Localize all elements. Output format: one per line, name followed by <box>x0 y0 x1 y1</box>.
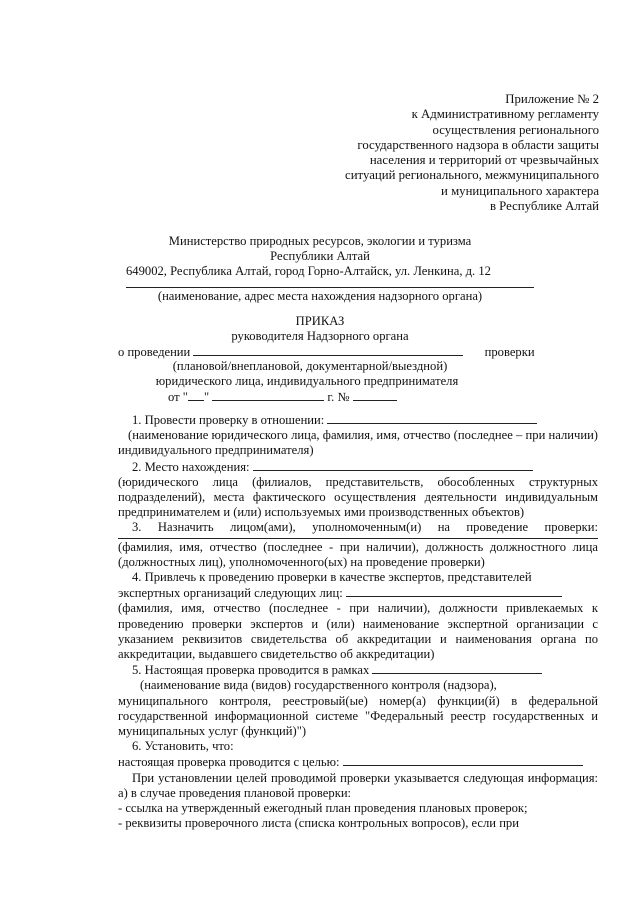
order-date-line <box>168 389 468 405</box>
order-number-blank <box>353 389 397 401</box>
item-6-a1: - ссылка на утвержденный ежегодный план проведения плановых проверок; <box>118 801 528 816</box>
item-4-caption: (фамилия, имя, отчество (последнее - при наличии), должности привлекаемых к проведению проверки экспертов и (или) наименование экспертной организации с указанием реквизитов свидетельства об аккредитации и наименования органа по аккредитации, выдавшего свидетельство об аккредитации) <box>118 601 598 662</box>
item-2-text: 2. Место нахождения: <box>132 459 250 474</box>
appendix-line: ситуаций регионального, межмуниципального <box>345 168 599 183</box>
appendix-line: государственного надзора в области защиты <box>357 137 599 152</box>
appendix-header <box>319 92 599 214</box>
check-type-caption: (плановой/внеплановой, документарной/выездной) <box>172 359 448 373</box>
appendix-line: и муниципального характера <box>441 183 599 198</box>
address-caption: (наименование, адрес места нахождения надзорного органа) <box>157 289 483 303</box>
order-title: ПРИКАЗ <box>295 314 345 328</box>
appendix-line: осуществления регионального <box>432 122 599 137</box>
order-about-prefix: о проведении <box>118 345 191 359</box>
date-year-number: г. № <box>327 390 350 404</box>
order-body <box>118 412 598 831</box>
ministry-address: 649002, Республика Алтай, город Горно-Алтайск, ул. Ленкина, д. 12 <box>126 264 491 278</box>
item-5 <box>118 662 598 678</box>
ministry-name: Министерство природных ресурсов, экологии и туризма <box>168 234 472 248</box>
item-6-goal-blank <box>343 754 583 766</box>
order-about-suffix: проверки <box>484 345 535 359</box>
item-3-text: 3. Назначить лицом(ами), уполномоченным(и) на проведение проверки: <box>132 520 598 535</box>
appendix-line: к Административному регламенту <box>411 107 599 122</box>
address-underline <box>126 287 534 288</box>
item-6-goal: настоящая проверка проводится с целью: <box>118 755 340 770</box>
appendix-line: населения и территорий от чрезвычайных <box>369 153 599 168</box>
authority-block <box>0 234 640 279</box>
item-5-caption-a: (наименование вида (видов) государственного контроля (надзора), <box>140 678 497 693</box>
item-2-caption: (юридического лица (филиалов, представительств, обособленных структурных подразделений), места фактического осуществления деятельности индивидуальным предпринимателем и (или) используемых ими производственных объектов) <box>118 474 598 520</box>
item-5-caption-b: муниципального контроля, реестровый(ые) номер(а) функции(й) в федеральной государственной информационной системе "Федеральный реестр государственных и муниципальных услуг (функций)") <box>118 693 598 739</box>
item-6-a2: - реквизиты проверочного листа (списка контрольных вопросов), если при <box>118 816 519 831</box>
item-5-text: 5. Настоящая проверка проводится в рамках <box>132 663 370 678</box>
item-4-text-b: экспертных организаций следующих лиц: <box>118 586 343 601</box>
appendix-line: Приложение № 2 <box>505 92 599 106</box>
item-2-blank <box>253 459 533 471</box>
item-6-text: 6. Установить, что: <box>132 739 234 754</box>
month-blank <box>212 389 324 401</box>
date-quote: " <box>203 390 210 404</box>
item-4-line <box>118 585 598 601</box>
order-subject: юридического лица, индивидуального предпринимателя <box>155 374 459 388</box>
item-1 <box>118 412 598 428</box>
appendix-line: в Республике Алтай <box>489 199 599 214</box>
item-2 <box>118 459 598 475</box>
order-about-line <box>118 344 598 360</box>
item-3-caption: (фамилия, имя, отчество (последнее - при наличии), должность должностного лица (должностных лиц), уполномоченного(ых) на проведение проверки) <box>118 539 598 569</box>
item-3-blank <box>118 538 598 539</box>
item-6-a: а) в случае проведения плановой проверки: <box>118 785 352 800</box>
day-blank <box>188 389 204 401</box>
item-1-blank <box>327 412 537 424</box>
date-prefix: от " <box>168 390 188 404</box>
check-type-blank <box>193 344 463 356</box>
item-4-blank <box>346 585 562 597</box>
order-subtitle: руководителя Надзорного органа <box>231 329 409 343</box>
ministry-region: Республики Алтай <box>270 249 370 263</box>
item-1-caption: (наименование юридического лица, фамилия, имя, отчество (последнее – при наличии) индивидуального предпринимателя) <box>118 428 598 458</box>
item-6-when: При установлении целей проводимой проверки указывается следующая информация: <box>132 770 598 785</box>
item-5-blank <box>372 662 542 674</box>
item-4-text: 4. Привлечь к проведению проверки в качестве экспертов, представителей <box>132 570 532 585</box>
item-6-goal-line <box>118 754 598 770</box>
item-1-text: 1. Провести проверку в отношении: <box>132 413 325 427</box>
